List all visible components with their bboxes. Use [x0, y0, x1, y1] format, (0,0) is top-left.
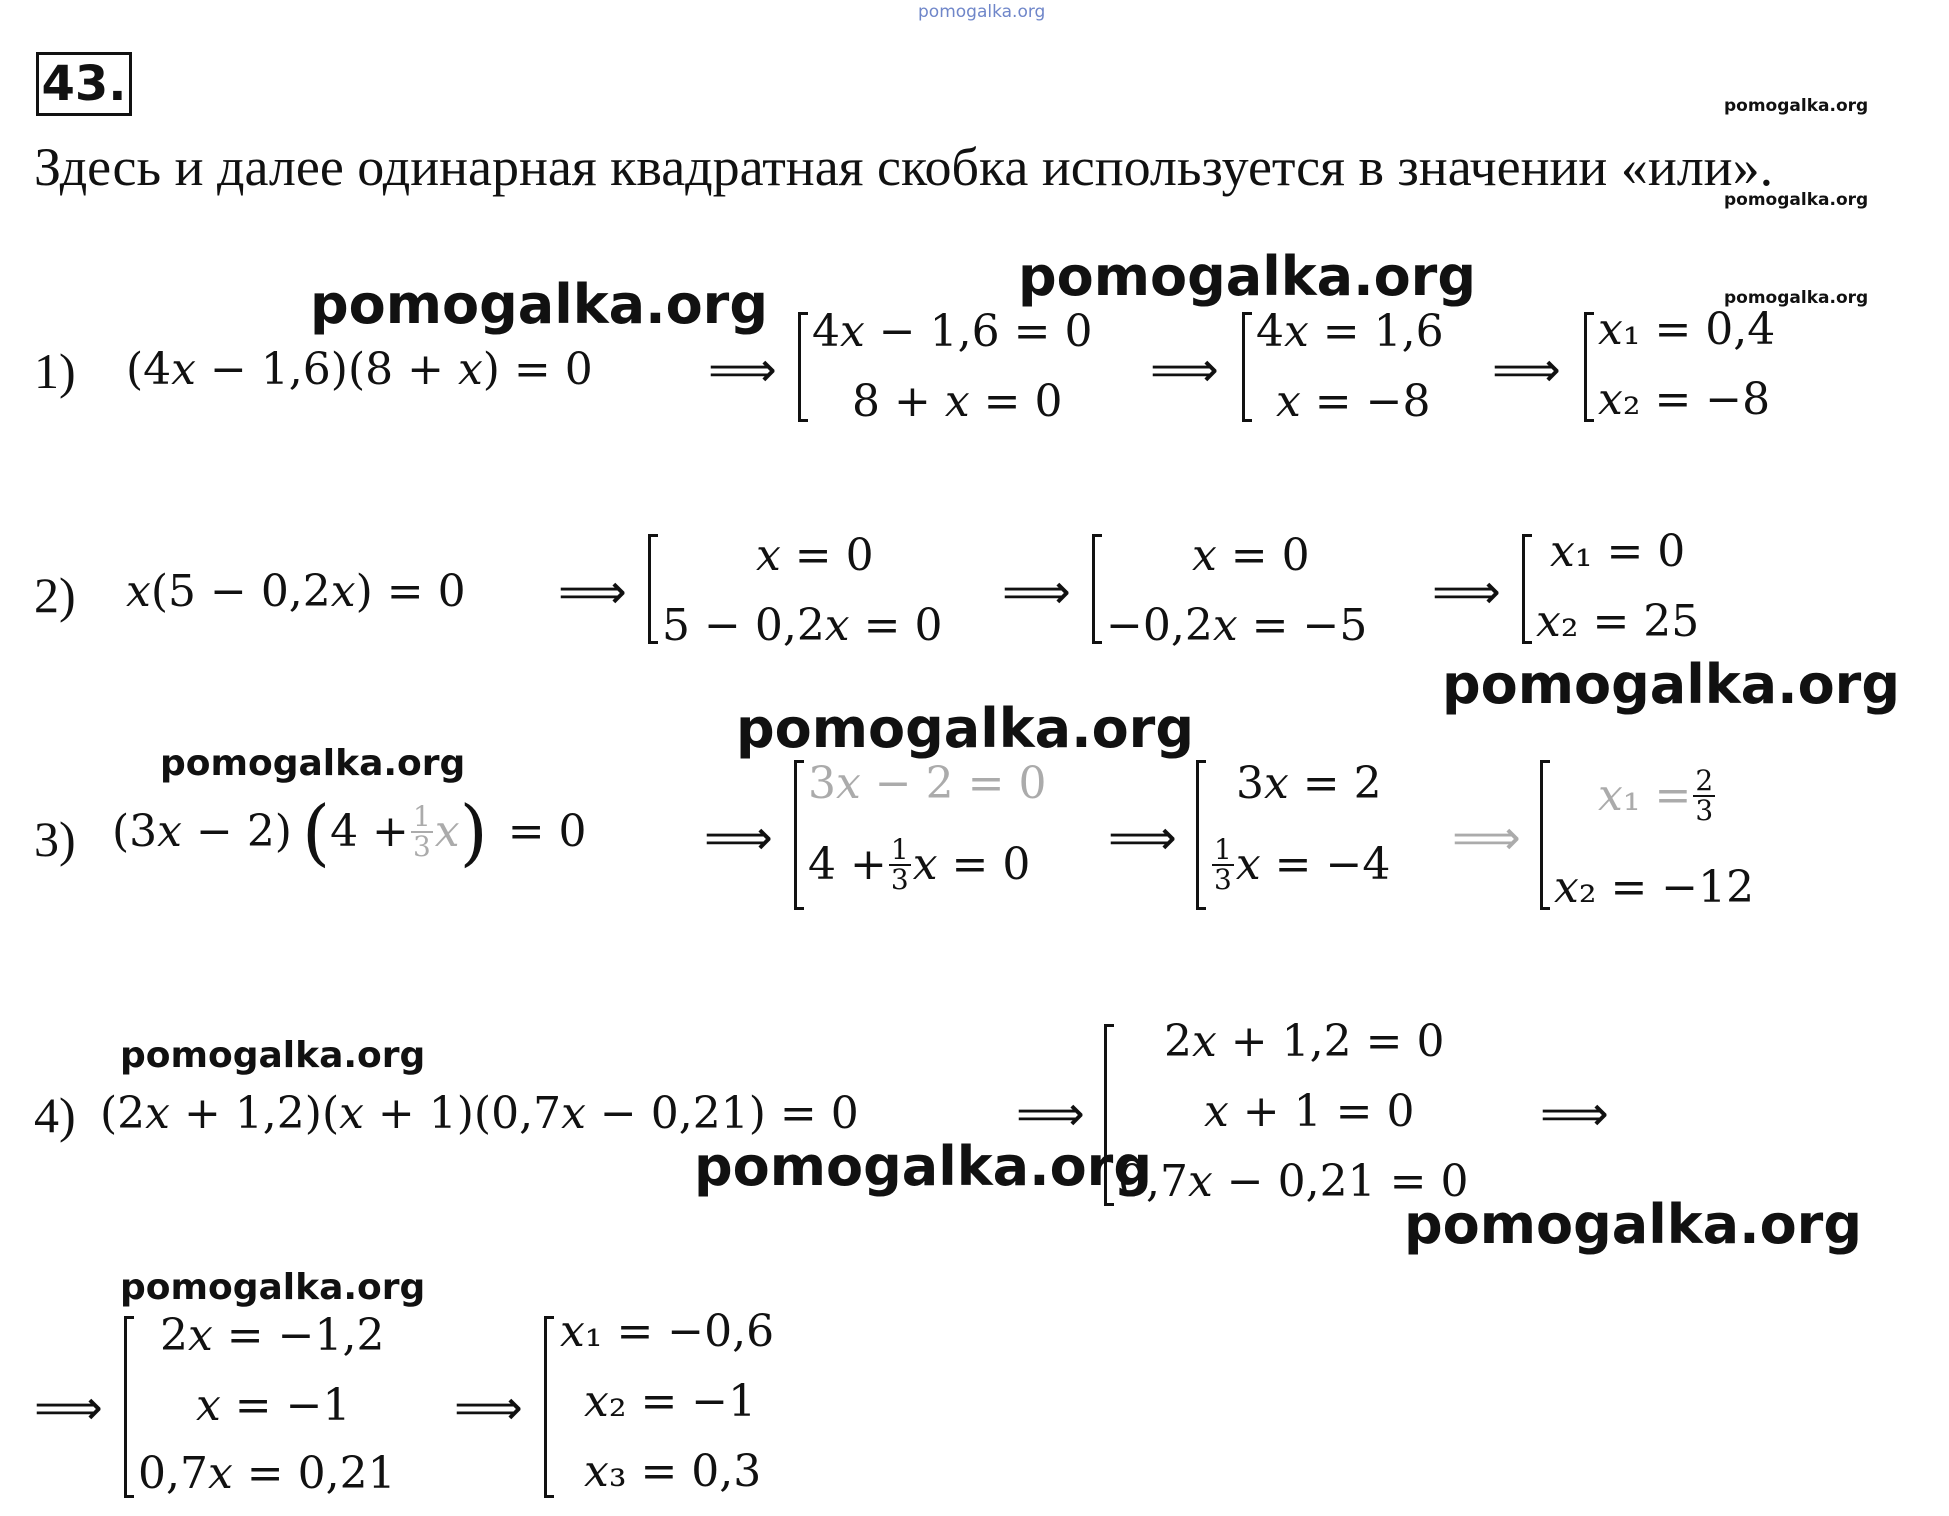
- watermark-mid: pomogalka.org: [120, 1035, 426, 1076]
- term-x-equals: 𝑥 = −4: [1235, 839, 1391, 890]
- implies-arrow: ⟹: [704, 810, 773, 866]
- problem-3-equation: [112, 792, 587, 872]
- or-bracket: [1540, 760, 1550, 910]
- or-bracket: [1584, 312, 1594, 422]
- system-line: [808, 830, 1030, 900]
- watermark-top: pomogalka.org: [918, 2, 1046, 22]
- root-x2: 𝑥₂ = 25: [1536, 596, 1700, 647]
- watermark-big: pomogalka.org: [1404, 1193, 1862, 1256]
- system-line: [1210, 830, 1390, 900]
- fraction-one-third: [1212, 833, 1234, 896]
- fraction-one-third: [411, 800, 433, 863]
- watermark-big: pomogalka.org: [310, 273, 768, 336]
- system-line: 5 − 0,2𝑥 = 0: [662, 600, 943, 651]
- or-bracket: [648, 534, 658, 644]
- root-x1: 𝑥₁ = 0,4: [1598, 304, 1776, 355]
- root-x1: 𝑥₁ = −0,6: [560, 1306, 775, 1357]
- implies-arrow: ⟹: [34, 1380, 103, 1436]
- watermark-big: pomogalka.org: [1018, 245, 1476, 308]
- implies-arrow: ⟹: [1492, 342, 1561, 398]
- problem-4-equation: (2𝑥 + 1,2)(𝑥 + 1)(0,7𝑥 − 0,21) = 0: [100, 1088, 859, 1139]
- or-bracket: [794, 760, 804, 910]
- equals-zero: = 0: [507, 806, 587, 857]
- problem-2-label: 2): [34, 567, 76, 623]
- or-bracket: [1242, 312, 1252, 422]
- system-line: 𝑥 = −1: [196, 1380, 351, 1431]
- paren-open: (: [301, 790, 331, 874]
- fraction-one-third: [889, 833, 911, 896]
- watermark-big: pomogalka.org: [1442, 653, 1900, 716]
- watermark-mid: pomogalka.org: [160, 743, 466, 784]
- system-line: 8 + 𝑥 = 0: [852, 376, 1063, 427]
- system-line: 𝑥 = 0: [1192, 530, 1310, 581]
- fraction-denominator: 3: [890, 863, 909, 896]
- or-bracket: [798, 312, 808, 422]
- system-line: 3𝑥 − 2 = 0: [808, 758, 1047, 809]
- intro-text: Здесь и далее одинарная квадратная скобка используется в значении «или».: [34, 137, 1774, 197]
- system-line: 𝑥 = 0: [756, 530, 874, 581]
- system-line: 2𝑥 = −1,2: [160, 1310, 385, 1361]
- fraction-denominator: 3: [1695, 794, 1714, 827]
- or-bracket: [1522, 534, 1532, 644]
- system-line: 𝑥 = −8: [1276, 376, 1431, 427]
- fraction-numerator: 1: [890, 833, 909, 866]
- problem-1-label: 1): [34, 343, 76, 399]
- term-x-equals: 𝑥 = 0: [912, 839, 1031, 890]
- implies-arrow: ⟹: [1452, 810, 1521, 866]
- system-line: 2𝑥 + 1,2 = 0: [1164, 1016, 1445, 1067]
- watermark-small: pomogalka.org: [1724, 96, 1869, 116]
- root-x2: 𝑥₂ = −1: [584, 1376, 757, 1427]
- root-x2: 𝑥₂ = −8: [1598, 374, 1771, 425]
- implies-arrow: ⟹: [454, 1380, 523, 1436]
- system-line: 𝑥 + 1 = 0: [1204, 1086, 1415, 1137]
- watermark-big: pomogalka.org: [736, 697, 1194, 760]
- problem-4-label: 4): [34, 1087, 76, 1143]
- problem-2-equation: 𝑥(5 − 0,2𝑥) = 0: [126, 566, 466, 617]
- or-bracket: [1104, 1024, 1114, 1206]
- system-line: −0,2𝑥 = −5: [1106, 600, 1368, 651]
- root-x3: 𝑥₃ = 0,3: [584, 1446, 762, 1497]
- watermark-small: pomogalka.org: [1724, 190, 1869, 210]
- or-bracket: [544, 1316, 554, 1498]
- watermark-small: pomogalka.org: [1724, 288, 1869, 308]
- fraction-numerator: 1: [412, 800, 431, 833]
- term-four: 4 +: [808, 839, 887, 890]
- implies-arrow: ⟹: [1108, 810, 1177, 866]
- implies-arrow: ⟹: [558, 564, 627, 620]
- fraction-numerator: 2: [1695, 764, 1714, 797]
- system-line: 4𝑥 = 1,6: [1256, 306, 1444, 357]
- or-bracket: [124, 1316, 134, 1498]
- system-line: 0,7𝑥 = 0,21: [138, 1448, 396, 1499]
- watermark-mid: pomogalka.org: [120, 1267, 426, 1308]
- fraction-two-thirds: [1693, 764, 1715, 827]
- implies-arrow: ⟹: [1016, 1086, 1085, 1142]
- variable-x: 𝑥: [434, 806, 460, 857]
- system-line: 4𝑥 − 1,6 = 0: [812, 306, 1093, 357]
- problem-1-equation: (4𝑥 − 1,6)(8 + 𝑥) = 0: [126, 344, 593, 395]
- implies-arrow: ⟹: [708, 342, 777, 398]
- root-x1: [1598, 756, 1717, 836]
- implies-arrow: ⟹: [1002, 564, 1071, 620]
- problem-3-label: 3): [34, 811, 76, 867]
- system-line: 3𝑥 = 2: [1236, 758, 1382, 809]
- root-x2: 𝑥₂ = −12: [1554, 862, 1755, 913]
- fraction-denominator: 3: [412, 830, 431, 863]
- paren-close: ): [459, 790, 488, 874]
- implies-arrow: ⟹: [1540, 1086, 1609, 1142]
- implies-arrow: ⟹: [1150, 342, 1219, 398]
- implies-arrow: ⟹: [1432, 564, 1501, 620]
- fraction-numerator: 1: [1214, 833, 1232, 866]
- or-bracket: [1196, 760, 1206, 910]
- fraction-denominator: 3: [1214, 863, 1232, 896]
- term-four: 4 +: [330, 806, 409, 857]
- factor-1: (3𝑥 − 2): [112, 806, 292, 857]
- system-line: 0,7𝑥 − 0,21 = 0: [1118, 1156, 1469, 1207]
- root-x1-left: 𝑥₁ =: [1598, 770, 1692, 821]
- watermark-big: pomogalka.org: [694, 1135, 1152, 1198]
- or-bracket: [1092, 534, 1102, 644]
- root-x1: 𝑥₁ = 0: [1550, 526, 1686, 577]
- problem-number: 43.: [36, 52, 132, 116]
